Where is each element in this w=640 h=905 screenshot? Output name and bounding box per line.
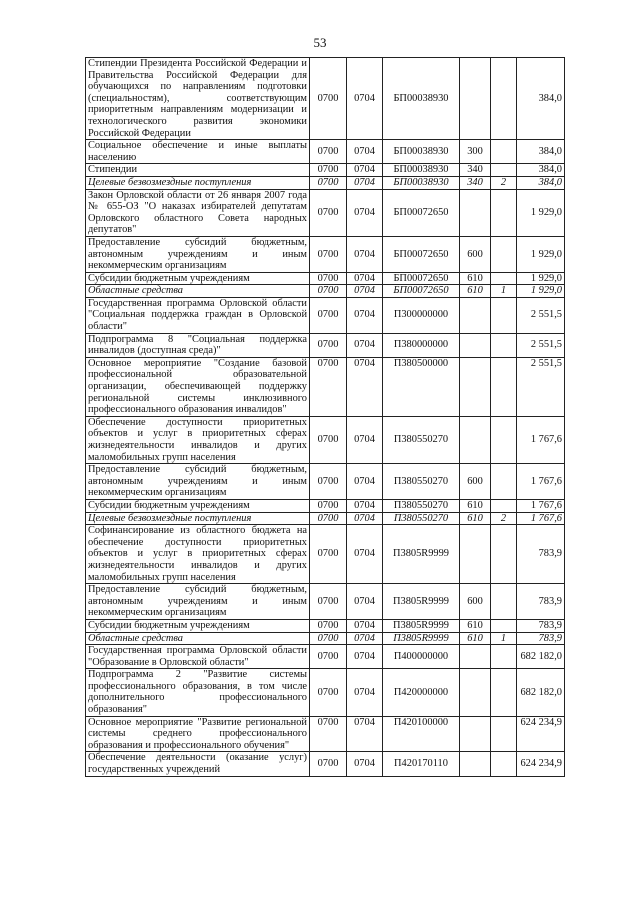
row-kvr: [460, 525, 491, 584]
row-source: [491, 499, 517, 512]
row-subsection: 0704: [347, 357, 383, 416]
table-row: [86, 297, 565, 333]
row-sum: 384,0: [517, 140, 565, 164]
row-source: [491, 464, 517, 500]
row-subsection: 0704: [347, 499, 383, 512]
row-article: БП00072650: [383, 272, 460, 285]
row-article: БП00072650: [383, 236, 460, 272]
table-row: [86, 716, 565, 752]
row-subsection: 0704: [347, 333, 383, 357]
row-kvr: 610: [460, 512, 491, 525]
table-row: [86, 669, 565, 716]
row-article: П380550270: [383, 512, 460, 525]
row-section: 0700: [310, 58, 347, 140]
row-article: П420000000: [383, 669, 460, 716]
row-subsection: 0704: [347, 512, 383, 525]
row-kvr: [460, 752, 491, 776]
row-section: 0700: [310, 619, 347, 632]
row-subsection: 0704: [347, 632, 383, 645]
row-name: Предоставление субсидий бюджетным, автономным учреждениям и иным некоммерческим организациям: [86, 236, 310, 272]
row-sum: 682 182,0: [517, 669, 565, 716]
row-kvr: 300: [460, 140, 491, 164]
row-sum: 624 234,9: [517, 716, 565, 752]
row-name: Областные средства: [86, 285, 310, 298]
row-section: 0700: [310, 236, 347, 272]
row-sum: 624 234,9: [517, 752, 565, 776]
row-article: П3805R9999: [383, 619, 460, 632]
row-source: [491, 584, 517, 620]
row-sum: 783,9: [517, 632, 565, 645]
row-sum: 384,0: [517, 164, 565, 177]
row-name: Государственная программа Орловской области "Социальная поддержка граждан в Орловской области": [86, 297, 310, 333]
row-section: 0700: [310, 333, 347, 357]
row-sum: 2 551,5: [517, 357, 565, 416]
row-sum: 682 182,0: [517, 645, 565, 669]
row-name: Предоставление субсидий бюджетным, автономным учреждениям и иным некоммерческим организациям: [86, 464, 310, 500]
row-kvr: 610: [460, 632, 491, 645]
row-article: П420170110: [383, 752, 460, 776]
table-row: [86, 285, 565, 298]
row-subsection: 0704: [347, 416, 383, 463]
row-subsection: 0704: [347, 464, 383, 500]
row-section: 0700: [310, 525, 347, 584]
row-article: БП00038930: [383, 58, 460, 140]
row-kvr: [460, 669, 491, 716]
row-section: 0700: [310, 512, 347, 525]
table-row: [86, 272, 565, 285]
row-section: 0700: [310, 669, 347, 716]
row-kvr: 340: [460, 164, 491, 177]
row-article: П380550270: [383, 499, 460, 512]
row-name: Областные средства: [86, 632, 310, 645]
row-section: 0700: [310, 499, 347, 512]
table-row: [86, 464, 565, 500]
row-article: П3805R9999: [383, 584, 460, 620]
row-subsection: 0704: [347, 189, 383, 236]
row-article: БП00072650: [383, 285, 460, 298]
row-subsection: 0704: [347, 525, 383, 584]
row-article: П380500000: [383, 357, 460, 416]
row-name: Софинансирование из областного бюджета на обеспечение доступности приоритетных объектов и услуг в приоритетных сферах жизнедеятельности инвалидов и других маломобильных групп населения: [86, 525, 310, 584]
table-row: [86, 584, 565, 620]
row-name: Обеспечение доступности приоритетных объектов и услуг в приоритетных сферах жизнедеятельности инвалидов и других маломобильных групп населения: [86, 416, 310, 463]
row-source: 1: [491, 632, 517, 645]
row-source: [491, 357, 517, 416]
row-kvr: [460, 333, 491, 357]
row-name: Подпрограмма 8 "Социальная поддержка инвалидов (доступная среда)": [86, 333, 310, 357]
table-row: [86, 499, 565, 512]
row-source: [491, 416, 517, 463]
table-row: [86, 645, 565, 669]
table-row: [86, 752, 565, 776]
table-row: [86, 357, 565, 416]
row-kvr: 610: [460, 272, 491, 285]
row-source: 1: [491, 285, 517, 298]
row-kvr: [460, 357, 491, 416]
row-subsection: 0704: [347, 297, 383, 333]
row-name: Основное мероприятие "Создание базовой профессиональной образовательной организации, обеспечивающей поддержку региональной системы инклюзивного профессионального образования инвалидов": [86, 357, 310, 416]
row-source: [491, 297, 517, 333]
row-article: БП00038930: [383, 140, 460, 164]
row-source: [491, 272, 517, 285]
row-sum: 2 551,5: [517, 333, 565, 357]
row-section: 0700: [310, 357, 347, 416]
row-sum: 1 767,6: [517, 499, 565, 512]
row-sum: 1 767,6: [517, 416, 565, 463]
row-source: [491, 669, 517, 716]
row-article: П380550270: [383, 464, 460, 500]
row-kvr: 610: [460, 285, 491, 298]
row-kvr: 610: [460, 619, 491, 632]
row-name: Основное мероприятие "Развитие региональной системы среднего профессионального образования и профессионального обучения": [86, 716, 310, 752]
row-kvr: 600: [460, 464, 491, 500]
row-source: [491, 164, 517, 177]
row-kvr: [460, 189, 491, 236]
row-section: 0700: [310, 272, 347, 285]
row-source: [491, 525, 517, 584]
row-section: 0700: [310, 189, 347, 236]
row-kvr: 340: [460, 176, 491, 189]
row-subsection: 0704: [347, 58, 383, 140]
table-row: [86, 58, 565, 140]
row-section: 0700: [310, 297, 347, 333]
row-sum: 1 929,0: [517, 236, 565, 272]
row-section: 0700: [310, 584, 347, 620]
row-section: 0700: [310, 464, 347, 500]
row-section: 0700: [310, 285, 347, 298]
row-source: [491, 645, 517, 669]
row-name: Предоставление субсидий бюджетным, автономным учреждениям и иным некоммерческим организациям: [86, 584, 310, 620]
row-subsection: 0704: [347, 669, 383, 716]
row-source: 2: [491, 512, 517, 525]
row-kvr: [460, 58, 491, 140]
row-sum: 1 929,0: [517, 285, 565, 298]
table-row: [86, 512, 565, 525]
table-row: [86, 176, 565, 189]
row-section: 0700: [310, 164, 347, 177]
row-kvr: [460, 716, 491, 752]
row-section: 0700: [310, 716, 347, 752]
row-subsection: 0704: [347, 619, 383, 632]
row-section: 0700: [310, 416, 347, 463]
row-source: [491, 189, 517, 236]
row-subsection: 0704: [347, 164, 383, 177]
row-name: Целевые безвозмездные поступления: [86, 512, 310, 525]
row-sum: 1 767,6: [517, 464, 565, 500]
row-sum: 1 767,6: [517, 512, 565, 525]
row-section: 0700: [310, 140, 347, 164]
row-name: Целевые безвозмездные поступления: [86, 176, 310, 189]
row-article: БП00072650: [383, 189, 460, 236]
row-sum: 1 929,0: [517, 272, 565, 285]
row-article: П400000000: [383, 645, 460, 669]
table-row: [86, 632, 565, 645]
row-subsection: 0704: [347, 752, 383, 776]
table-row: [86, 525, 565, 584]
row-sum: 2 551,5: [517, 297, 565, 333]
row-kvr: [460, 416, 491, 463]
row-kvr: 610: [460, 499, 491, 512]
row-kvr: [460, 297, 491, 333]
row-article: БП00038930: [383, 176, 460, 189]
row-subsection: 0704: [347, 176, 383, 189]
row-name: Подпрограмма 2 "Развитие системы профессионального образования, в том числе дополнительного профессионального образования": [86, 669, 310, 716]
row-subsection: 0704: [347, 645, 383, 669]
row-sum: 783,9: [517, 525, 565, 584]
table-row: [86, 236, 565, 272]
row-section: 0700: [310, 645, 347, 669]
row-article: П300000000: [383, 297, 460, 333]
table-row: [86, 333, 565, 357]
row-section: 0700: [310, 632, 347, 645]
row-article: П3805R9999: [383, 525, 460, 584]
row-source: 2: [491, 176, 517, 189]
row-source: [491, 752, 517, 776]
row-name: Субсидии бюджетным учреждениям: [86, 619, 310, 632]
row-section: 0700: [310, 752, 347, 776]
row-source: [491, 333, 517, 357]
row-article: П3805R9999: [383, 632, 460, 645]
row-kvr: [460, 645, 491, 669]
row-subsection: 0704: [347, 716, 383, 752]
row-sum: 384,0: [517, 58, 565, 140]
row-subsection: 0704: [347, 584, 383, 620]
row-source: [491, 140, 517, 164]
row-name: Государственная программа Орловской области "Образование в Орловской области": [86, 645, 310, 669]
row-sum: 384,0: [517, 176, 565, 189]
table-row: [86, 164, 565, 177]
row-subsection: 0704: [347, 285, 383, 298]
row-article: П380550270: [383, 416, 460, 463]
row-article: П380000000: [383, 333, 460, 357]
table-row: [86, 619, 565, 632]
row-section: 0700: [310, 176, 347, 189]
row-name: Стипендии: [86, 164, 310, 177]
row-sum: 1 929,0: [517, 189, 565, 236]
budget-table-body: [86, 58, 565, 777]
row-name: Социальное обеспечение и иные выплаты населению: [86, 140, 310, 164]
row-name: Субсидии бюджетным учреждениям: [86, 499, 310, 512]
row-name: Стипендии Президента Российской Федерации и Правительства Российской Федерации для обучающихся по направлениям подготовки (специальностям), соответствующим приоритетным направлениям модернизации и технологического развития экономики Российской Федерации: [86, 58, 310, 140]
row-source: [491, 619, 517, 632]
row-subsection: 0704: [347, 236, 383, 272]
row-article: П420100000: [383, 716, 460, 752]
budget-table: [85, 57, 565, 777]
table-row: [86, 416, 565, 463]
row-source: [491, 58, 517, 140]
row-sum: 783,9: [517, 584, 565, 620]
row-sum: 783,9: [517, 619, 565, 632]
row-subsection: 0704: [347, 272, 383, 285]
page-number: 53: [313, 35, 327, 50]
row-article: БП00038930: [383, 164, 460, 177]
row-source: [491, 236, 517, 272]
row-name: Закон Орловской области от 26 января 2007 года № 655-ОЗ "О наказах избирателей депутатам Орловского областного Совета народных депутатов": [86, 189, 310, 236]
row-subsection: 0704: [347, 140, 383, 164]
table-row: [86, 140, 565, 164]
row-kvr: 600: [460, 236, 491, 272]
row-kvr: 600: [460, 584, 491, 620]
row-name: Субсидии бюджетным учреждениям: [86, 272, 310, 285]
table-row: [86, 189, 565, 236]
row-name: Обеспечение деятельности (оказание услуг) государственных учреждений: [86, 752, 310, 776]
row-source: [491, 716, 517, 752]
